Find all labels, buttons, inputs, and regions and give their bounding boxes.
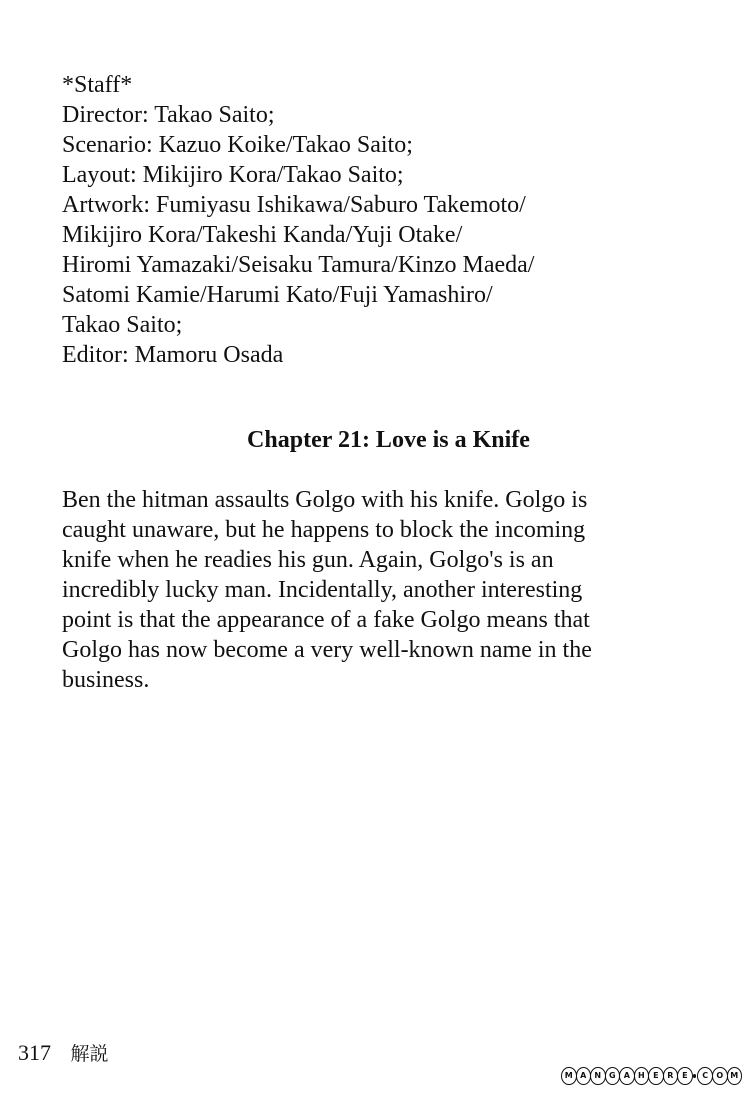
watermark-letter: M <box>727 1067 743 1085</box>
staff-heading: *Staff* <box>62 72 133 98</box>
watermark-letter: M <box>561 1067 577 1085</box>
staff-line-editor: Editor: Mamoru Osada <box>62 342 284 368</box>
watermark-letter: G <box>605 1067 621 1085</box>
watermark-letter: E <box>677 1067 693 1085</box>
staff-credits <box>62 70 534 370</box>
body-line: business. <box>62 667 150 693</box>
staff-line-layout: Layout: Mikijiro Kora/Takao Saito; <box>62 162 404 188</box>
staff-line-artwork: Artwork: Fumiyasu Ishikawa/Saburo Takemoto/ <box>62 192 526 218</box>
body-line: Ben the hitman assaults Golgo with his knife. Golgo is <box>62 487 588 513</box>
body-line: Golgo has now become a very well-known name in the <box>62 637 592 663</box>
body-line: incredibly lucky man. Incidentally, another interesting <box>62 577 583 603</box>
body-line: point is that the appearance of a fake Golgo means that <box>62 607 590 633</box>
chapter-commentary <box>62 485 592 695</box>
staff-line-artwork-5: Takao Saito; <box>62 312 183 338</box>
watermark-letter: C <box>697 1067 713 1085</box>
staff-line-artwork-4: Satomi Kamie/Harumi Kato/Fuji Yamashiro/ <box>62 282 493 308</box>
watermark-letter: O <box>712 1067 728 1085</box>
page-footer <box>18 1040 109 1067</box>
body-line: caught unaware, but he happens to block the incoming <box>62 517 586 543</box>
page-number: 317 <box>18 1040 51 1065</box>
section-label: 解説 <box>70 1043 109 1065</box>
body-line: knife when he readies his gun. Again, Golgo's is an <box>62 547 554 573</box>
watermark-letter: A <box>576 1067 592 1085</box>
staff-line-artwork-3: Hiromi Yamazaki/Seisaku Tamura/Kinzo Maeda/ <box>62 252 535 278</box>
watermark-letter: R <box>663 1067 679 1085</box>
watermark-letter: E <box>648 1067 664 1085</box>
staff-line-artwork-2: Mikijiro Kora/Takeshi Kanda/Yuji Otake/ <box>62 222 463 248</box>
watermark-letter: H <box>634 1067 650 1085</box>
chapter-title: Chapter 21: Love is a Knife <box>247 427 530 453</box>
watermark-dot <box>693 1074 697 1078</box>
watermark-logo <box>561 1066 741 1086</box>
staff-line-director: Director: Takao Saito; <box>62 102 275 128</box>
watermark-letter: A <box>619 1067 635 1085</box>
watermark-letter: N <box>590 1067 606 1085</box>
staff-line-scenario: Scenario: Kazuo Koike/Takao Saito; <box>62 132 413 158</box>
